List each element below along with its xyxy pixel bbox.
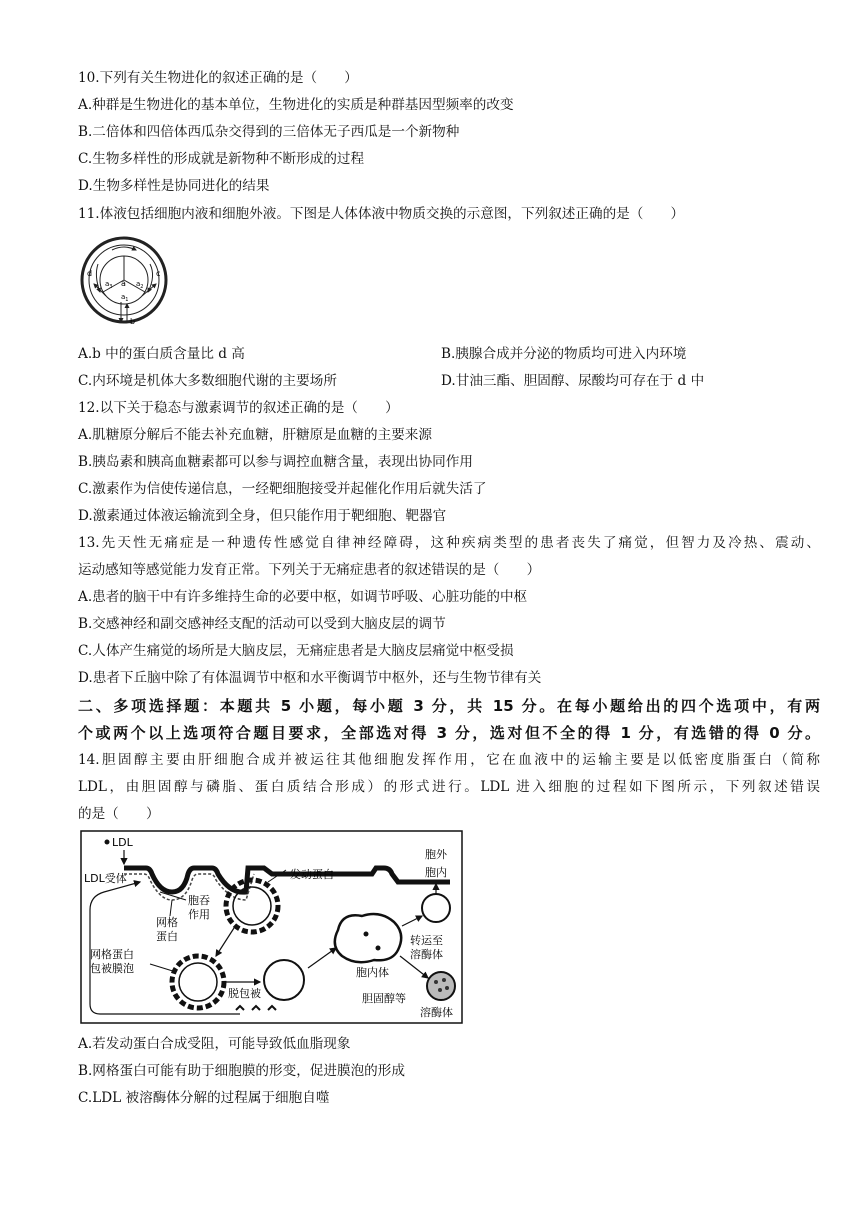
q10-option-d: D.生物多样性是协同进化的结果 — [78, 178, 270, 194]
body-fluid-exchange-diagram — [76, 236, 176, 330]
q10-option-b: B.二倍体和四倍体西瓜杂交得到的三倍体无子西瓜是一个新物种 — [78, 124, 460, 140]
q11-option-b: B.胰腺合成并分泌的物质均可进入内环境 — [441, 346, 687, 362]
q14-stem-line3: 的是（ ） — [78, 806, 160, 822]
label-coated-vesicle-2: 包被膜泡 — [90, 962, 134, 975]
q12-option-b: B.胰岛素和胰高血糖素都可以参与调控血糖含量，表现出协同作用 — [78, 454, 473, 470]
label-endocytosis-2: 作用 — [188, 908, 210, 921]
q12-stem: 12.以下关于稳态与激素调节的叙述正确的是（ ） — [78, 400, 399, 416]
label-endocytosis-1: 胞吞 — [188, 894, 210, 907]
q14-option-c: C.LDL 被溶酶体分解的过程属于细胞自噬 — [78, 1090, 330, 1106]
label-motor-protein: 发动蛋白 — [290, 868, 334, 881]
label-d: d — [87, 269, 93, 278]
section2-heading-line2: 个或两个以上选项符合题目要求，全部选对得 3 分，选对但不全的得 1 分，有选错的得 0 分。 — [78, 724, 820, 742]
label-a3: $a_3$ — [105, 280, 113, 290]
label-coated-vesicle-1: 网格蛋白 — [90, 948, 134, 961]
q14-stem-line2: LDL，由胆固醇与磷脂、蛋白质结合形成）的形式进行。LDL 进入细胞的过程如下图所示，下列叙述错误 — [78, 779, 820, 795]
label-ldl: LDL — [112, 836, 133, 849]
label-cholesterol: 胆固醇等 — [362, 992, 406, 1005]
q13-option-a: A.患者的脑干中有许多维持生命的必要中枢，如调节呼吸、心脏功能的中枢 — [78, 589, 528, 605]
q10-stem: 10.下列有关生物进化的叙述正确的是（ ） — [78, 70, 358, 86]
label-endosome: 胞内体 — [356, 966, 389, 979]
label-ldl-receptor: LDL受体 — [84, 872, 127, 885]
q13-stem-line1: 13.先天性无痛症是一种遗传性感觉自律神经障碍，这种疾病类型的患者丧失了痛觉，但智力及冷热、震动、 — [78, 535, 820, 551]
q12-option-a: A.肌糖原分解后不能去补充血糖，肝糖原是血糖的主要来源 — [78, 427, 432, 443]
q14-option-a: A.若发动蛋白合成受阻，可能导致低血脂现象 — [78, 1036, 351, 1052]
q10-option-a: A.种群是生物进化的基本单位，生物进化的实质是种群基因型频率的改变 — [78, 97, 514, 113]
label-b: b — [130, 317, 136, 326]
label-outside: 胞外 — [425, 848, 447, 861]
label-c: c — [156, 269, 161, 278]
q12-option-c: C.激素作为信使传递信息，一经靶细胞接受并起催化作用后就失活了 — [78, 481, 487, 497]
label-transport-2: 溶酶体 — [410, 948, 443, 961]
q12-option-d: D.激素通过体液运输流到全身，但只能作用于靶细胞、靶器官 — [78, 508, 447, 524]
q14-stem-line1: 14.胆固醇主要由肝细胞合成并被运往其他细胞发挥作用，它在血液中的运输主要是以低密度脂蛋白（简称 — [78, 752, 820, 768]
ldl-endocytosis-diagram — [80, 830, 465, 1026]
q11-option-c: C.内环境是机体大多数细胞代谢的主要场所 — [78, 373, 337, 389]
label-uncoating: 脱包被 — [228, 987, 261, 1000]
label-a1: $a_1$ — [121, 293, 129, 303]
label-transport-1: 转运至 — [410, 934, 443, 947]
q13-option-b: B.交感神经和副交感神经支配的活动可以受到大脑皮层的调节 — [78, 616, 446, 632]
label-clathrin-1: 网格 — [156, 916, 178, 929]
label-lysosome: 溶酶体 — [420, 1006, 453, 1019]
label-inside: 胞内 — [425, 866, 447, 879]
q13-option-d: D.患者下丘脑中除了有体温调节中枢和水平衡调节中枢外，还与生物节律有关 — [78, 670, 542, 686]
section2-heading-line1: 二、多项选择题：本题共 5 小题，每小题 3 分，共 15 分。在每小题给出的四个选项中，有两 — [78, 697, 820, 715]
q13-stem-line2: 运动感知等感觉能力发育正常。下列关于无痛症患者的叙述错误的是（ ） — [78, 562, 541, 578]
q14-option-b: B.网格蛋白可能有助于细胞膜的形变，促进膜泡的形成 — [78, 1063, 405, 1079]
q13-option-c: C.人体产生痛觉的场所是大脑皮层，无痛症患者是大脑皮层痛觉中枢受损 — [78, 643, 514, 659]
q11-option-a: A.b 中的蛋白质含量比 d 高 — [78, 346, 245, 362]
label-a: a — [121, 279, 126, 288]
q11-option-d: D.甘油三酯、胆固醇、尿酸均可存在于 d 中 — [441, 373, 705, 389]
label-clathrin-2: 蛋白 — [156, 930, 178, 943]
label-a2: $a_2$ — [136, 280, 144, 290]
q11-stem: 11.体液包括细胞内液和细胞外液。下图是人体体液中物质交换的示意图，下列叙述正确的是（ ） — [78, 206, 685, 222]
q10-option-c: C.生物多样性的形成就是新物种不断形成的过程 — [78, 151, 365, 167]
